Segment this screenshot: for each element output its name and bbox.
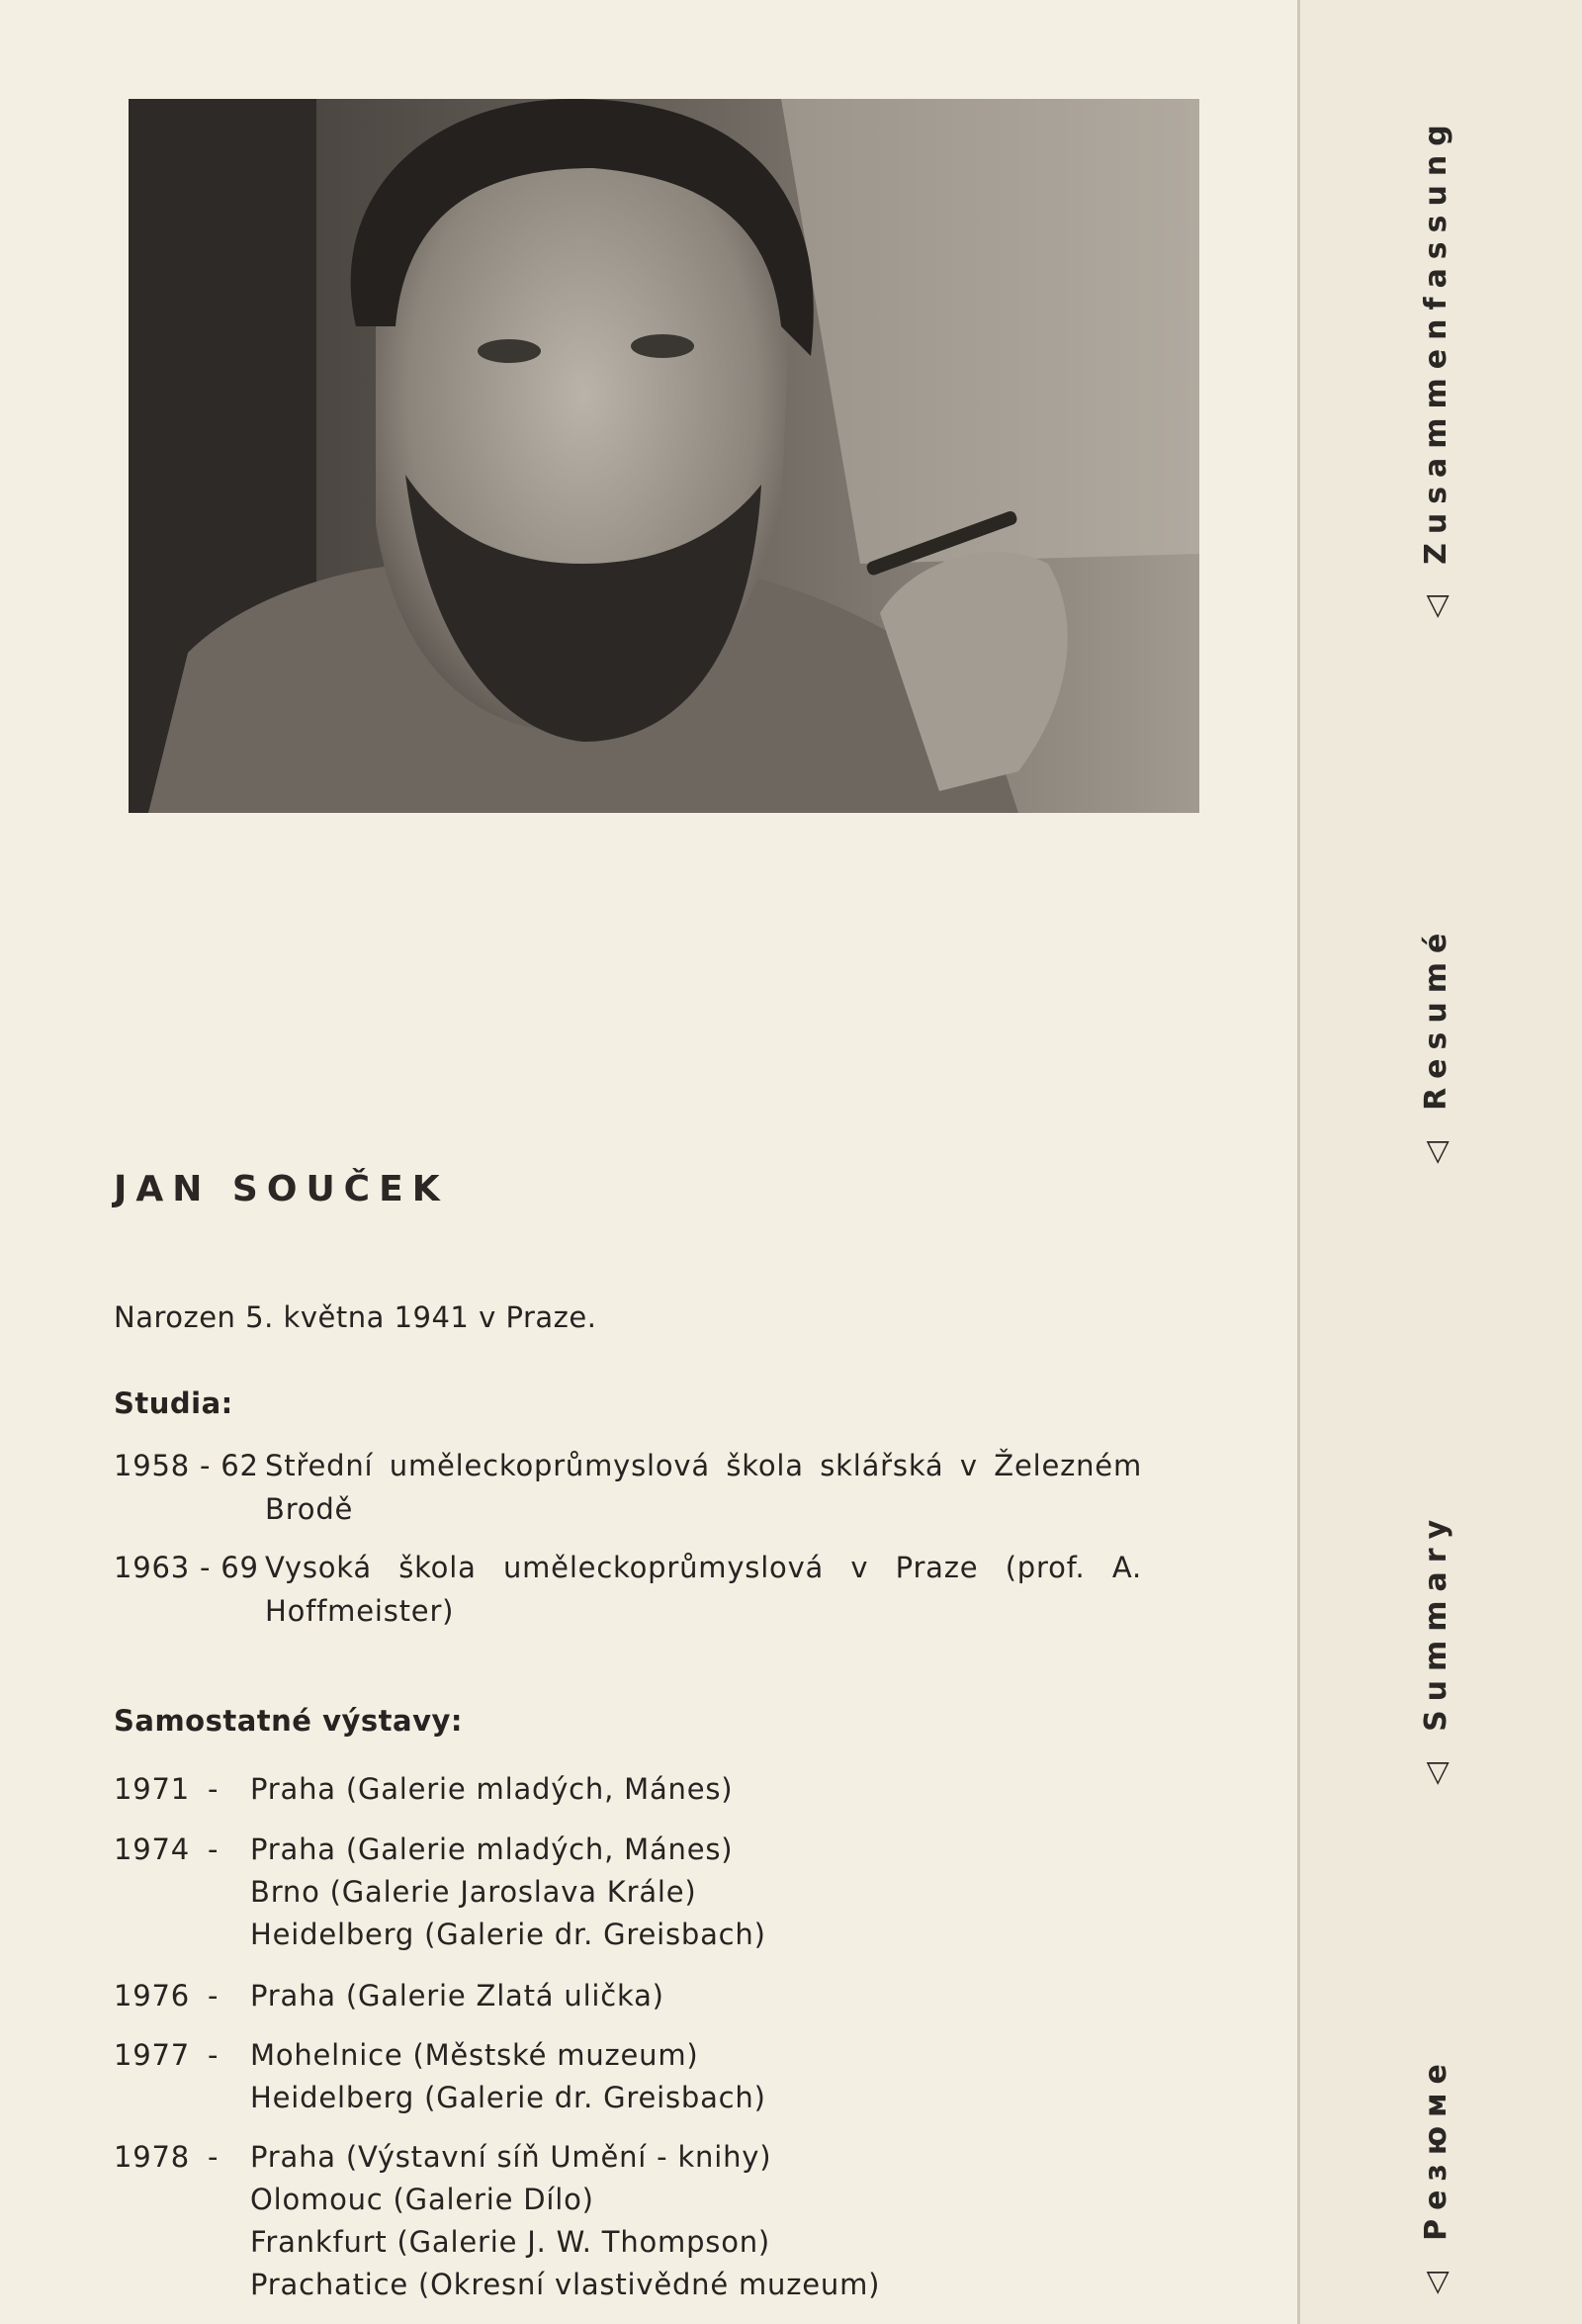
exhibition-entry [114,1975,1201,2017]
exhibition-year: 1976 [114,1979,191,2012]
exhibition-entry [114,2136,1201,2306]
exhibition-place: Frankfurt (Galerie J. W. Thompson) [250,2225,771,2259]
exhibition-place: Olomouc (Galerie Dílo) [250,2183,594,2216]
studies-text: Střední uměleckoprůmyslová škola sklářská v Železném Brodě [265,1449,1142,1526]
exhibition-entry [114,1768,1201,1811]
exhibition-year: 1977 [114,2038,191,2072]
tab-label: Резюме [1419,2055,1453,2241]
tab-summary[interactable] [1419,1511,1453,1785]
tab-label: Resumé [1419,924,1453,1111]
exhibition-year: 1974 [114,1832,191,1866]
exhibition-dash: - [208,2038,220,2072]
exhibition-dash: - [208,1979,220,2012]
triangle-marker-icon: ◁ [1419,1752,1453,1785]
exhibition-place: Brno (Galerie Jaroslava Krále) [250,1875,697,1909]
portrait-photo-image [129,99,1199,813]
exhibition-place: Praha (Galerie mladých, Mánes) [250,1832,734,1866]
artist-name: JAN SOUČEK [114,1169,449,1209]
exhibition-entry [114,2034,1201,2119]
triangle-marker-icon: ◁ [1419,1131,1453,1164]
tab-label: Zusammenfassung [1419,116,1453,565]
exhibition-place: Mohelnice (Městské muzeum) [250,2038,699,2072]
studies-text: Vysoká škola uměleckoprůmyslová v Praze (prof. A. Hoffmeister) [265,1551,1142,1628]
exhibition-dash: - [208,1772,220,1806]
studies-entry [114,1546,1142,1633]
exhibition-place: Heidelberg (Galerie dr. Greisbach) [250,2081,766,2114]
tab-label: Summary [1419,1510,1453,1732]
exhibition-place: Praha (Galerie mladých, Mánes) [250,1772,734,1806]
exhibition-dash: - [208,2140,220,2174]
studies-entry [114,1444,1142,1531]
tab-resume[interactable] [1419,925,1453,1164]
triangle-marker-icon: ◁ [1419,585,1453,618]
tab-zusammenfassung[interactable] [1419,116,1453,618]
exhibition-place: Praha (Galerie Zlatá ulička) [250,1979,664,2012]
triangle-marker-icon: ◁ [1419,2262,1453,2294]
exhibitions-heading: Samostatné výstavy: [114,1704,463,1738]
exhibition-place: Heidelberg (Galerie dr. Greisbach) [250,1918,766,1951]
exhibition-year: 1971 [114,1772,191,1806]
exhibition-dash: - [208,1832,220,1866]
portrait-photo [129,99,1199,813]
birth-info: Narozen 5. května 1941 v Praze. [114,1300,597,1334]
exhibition-place: Prachatice (Okresní vlastivědné muzeum) [250,2268,881,2301]
exhibition-place: Praha (Výstavní síň Umění - knihy) [250,2140,772,2174]
studies-heading: Studia: [114,1386,233,1420]
exhibition-entry [114,1829,1201,1956]
tab-rezyume[interactable] [1419,2055,1453,2294]
studies-years: 1963 - 69 [114,1551,259,1584]
exhibition-year: 1978 [114,2140,191,2174]
studies-years: 1958 - 62 [114,1449,259,1482]
